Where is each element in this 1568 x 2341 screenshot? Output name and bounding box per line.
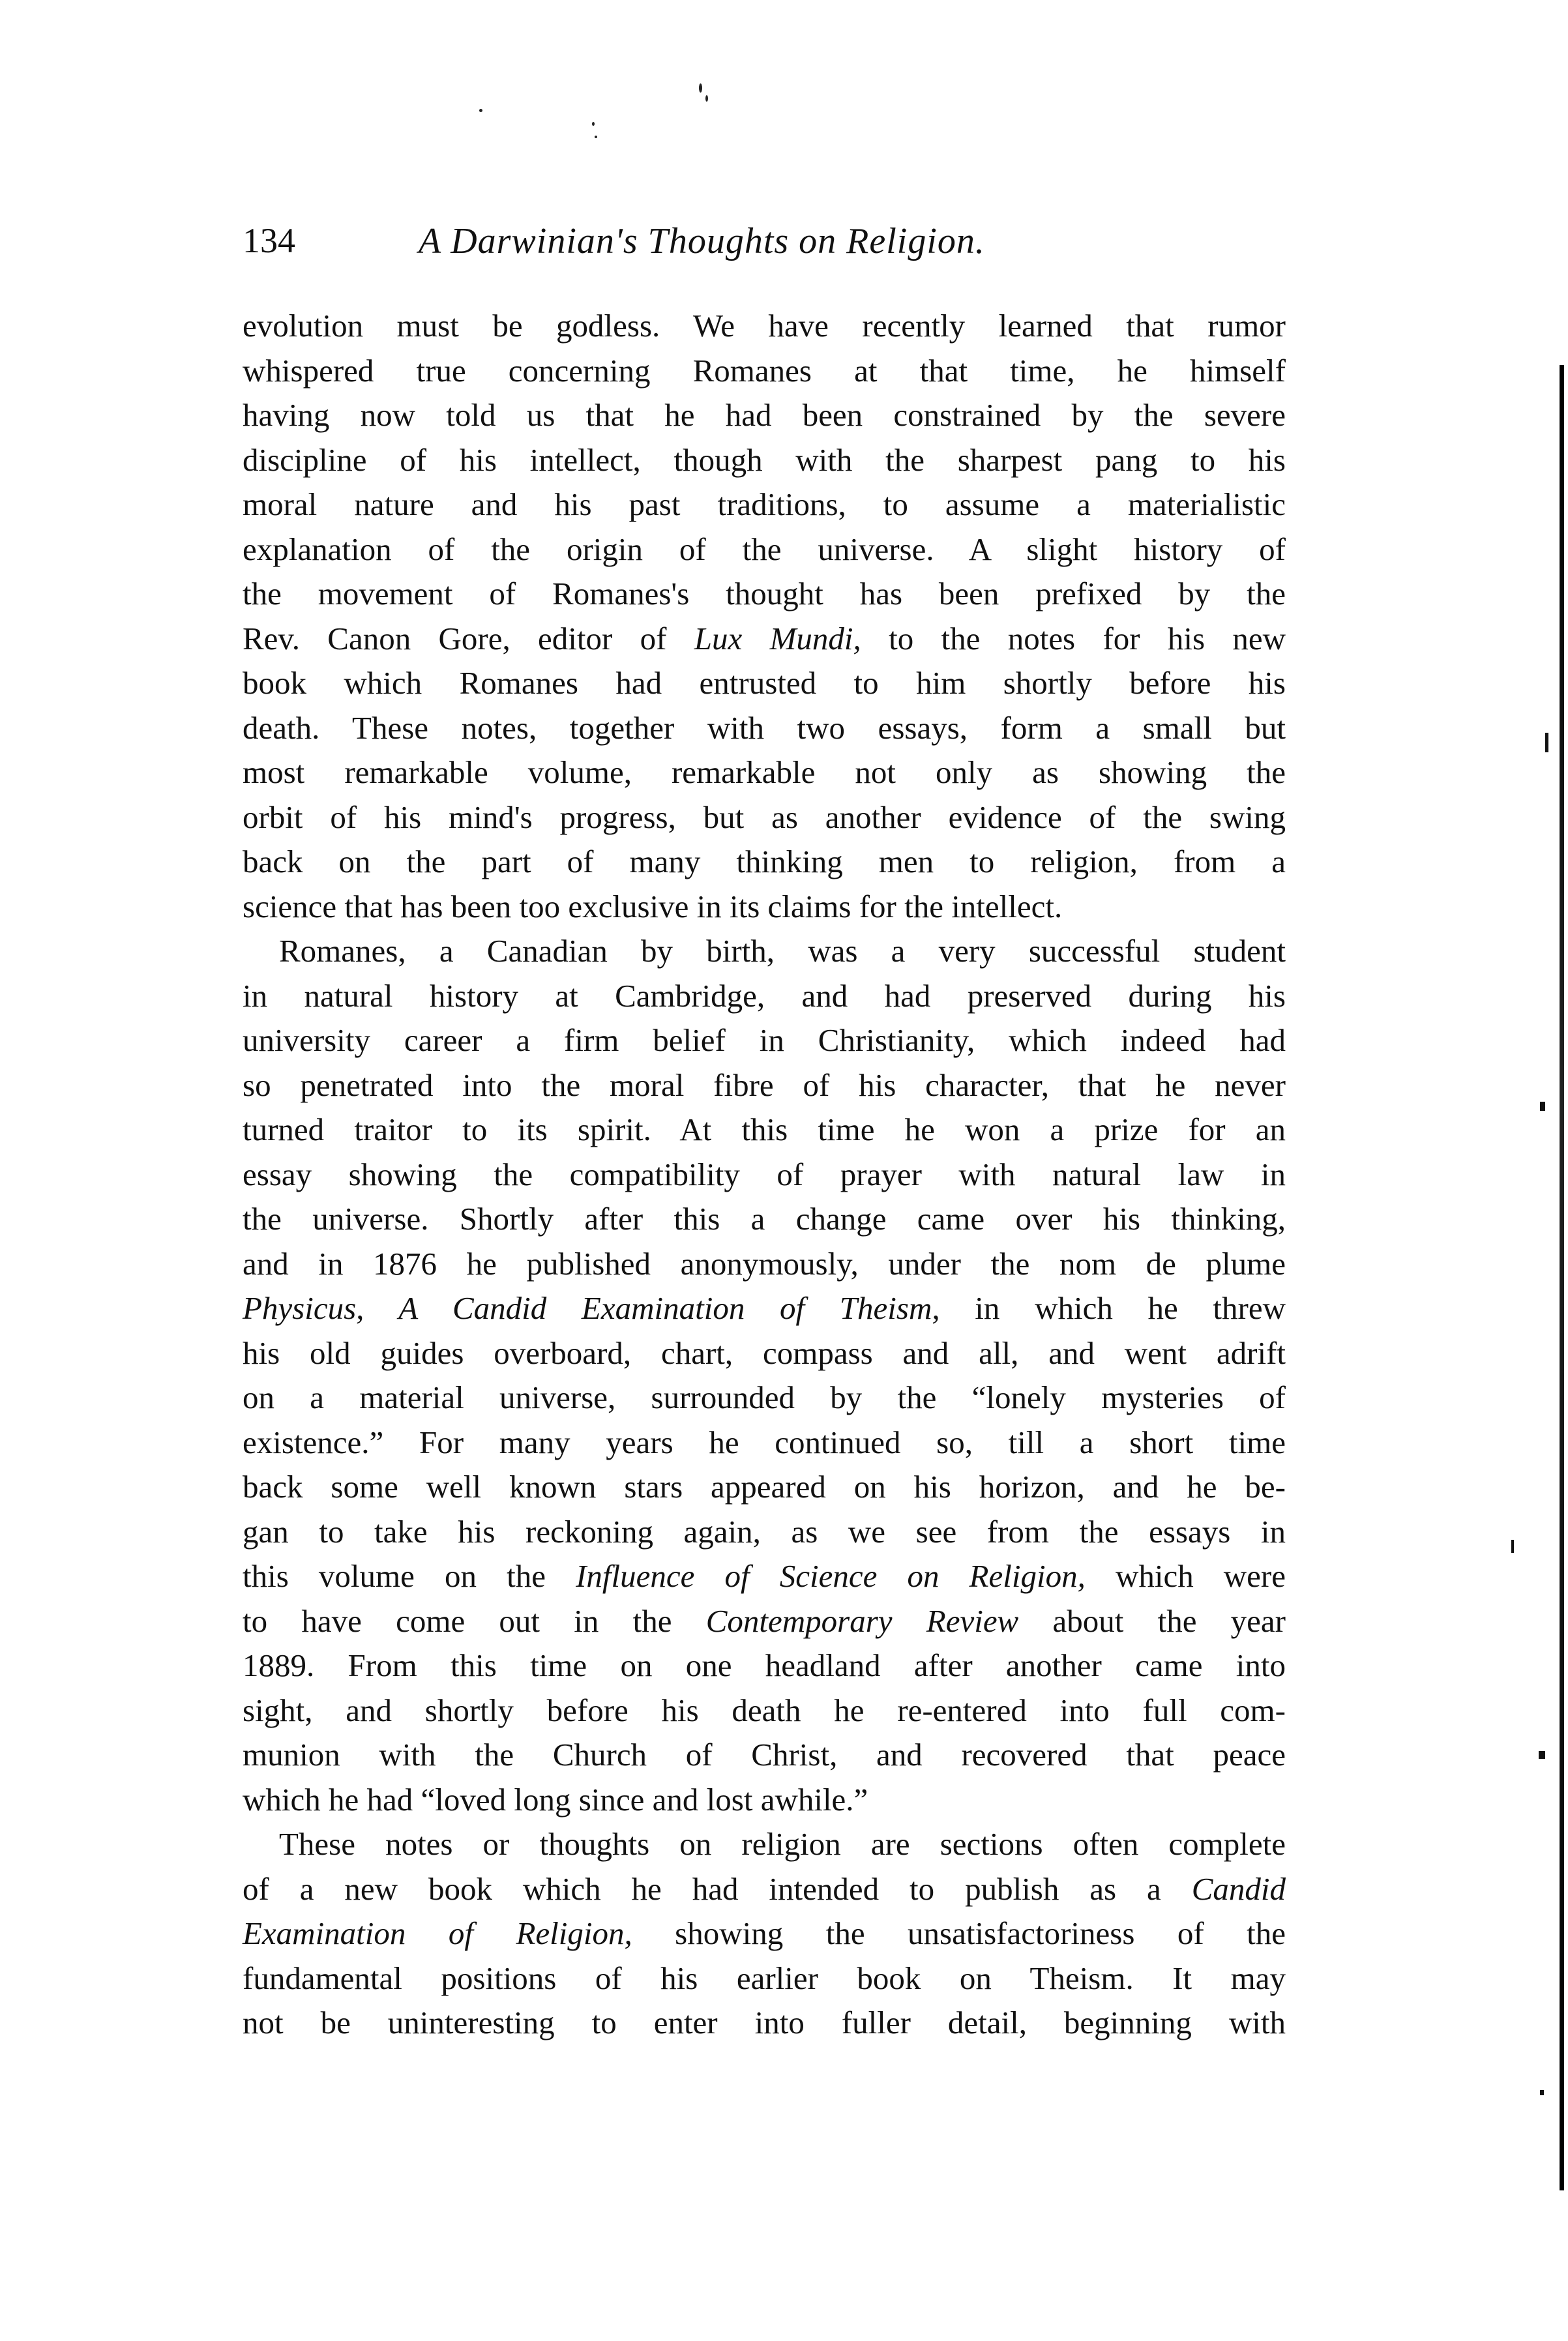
text-line — [243, 1599, 1286, 1644]
text-line — [243, 1778, 1286, 1823]
text-run: the movement of Romanes's thought has been prefixed by the — [243, 576, 1286, 611]
text-line — [243, 1108, 1286, 1153]
text-run: showing the unsatisfactoriness of the — [632, 1915, 1286, 1951]
italic-text-run: Contemporary Review — [705, 1602, 1019, 1639]
text-run: not be uninteresting to enter into fuller detail, beginning with — [243, 2005, 1286, 2040]
scan-speck — [592, 122, 595, 126]
text-line — [243, 1421, 1286, 1465]
text-run: back on the part of many thinking men to religion, from a — [243, 844, 1286, 879]
edge-mark — [1511, 1540, 1514, 1553]
text-run: book which Romanes had entrusted to him shortly before his — [243, 665, 1286, 701]
text-run: whispered true concerning Romanes at that time, he himself — [243, 352, 1286, 389]
text-run: in natural history at Cambridge, and had preserved during his — [243, 977, 1286, 1014]
scan-speck — [595, 136, 597, 138]
text-run: science that has been too exclusive in its claims for the intellect. — [243, 888, 1063, 924]
text-line — [243, 974, 1286, 1019]
text-run: to the notes for his new — [861, 620, 1286, 656]
text-line — [243, 1956, 1286, 2001]
text-line — [243, 349, 1286, 394]
text-run: which he had “loved long since and lost awhile.” — [243, 1781, 868, 1818]
text-line — [243, 1242, 1286, 1287]
text-run: university career a firm belief in Christianity, which indeed had — [243, 1022, 1286, 1058]
text-line — [243, 840, 1286, 885]
text-line — [243, 1643, 1286, 1688]
text-run: back some well known stars appeared on his horizon, and he be- — [243, 1469, 1286, 1505]
text-run: the universe. Shortly after this a change came over his thinking, — [243, 1201, 1286, 1237]
text-run: evolution must be godless. We have recently learned that rumor — [243, 308, 1286, 344]
text-run: about the year — [1018, 1602, 1286, 1639]
italic-text-run: Lux Mundi, — [694, 620, 861, 656]
scan-speck — [699, 83, 702, 93]
edge-mark — [1539, 1751, 1545, 1759]
text-run: his old guides overboard, chart, compass and all, and went adrift — [243, 1334, 1286, 1371]
text-line — [243, 750, 1286, 795]
text-line — [243, 304, 1286, 349]
edge-mark — [1540, 2090, 1544, 2095]
text-line — [243, 572, 1286, 617]
running-title: A Darwinian's Thoughts on Religion. — [419, 221, 985, 261]
text-run: essay showing the compatibility of prayer with natural law in — [243, 1156, 1286, 1192]
italic-text-run: Influence of Science on Religion, — [576, 1558, 1086, 1594]
text-run: death. These notes, together with two essays, form a small but — [243, 709, 1286, 746]
text-run: having now told us that he had been constrained by the severe — [243, 397, 1286, 433]
page-number: 134 — [243, 221, 295, 260]
text-line — [243, 1153, 1286, 1198]
text-line — [243, 1465, 1286, 1510]
text-run: Romanes, a Canadian by birth, was a very successful student — [279, 933, 1286, 969]
text-line — [243, 885, 1286, 930]
italic-text-run: Candid — [1191, 1870, 1286, 1907]
text-run: discipline of his intellect, though with the sharpest pang to his — [243, 441, 1286, 478]
text-run: of a new book which he had intended to publish as a — [243, 1870, 1192, 1907]
text-line — [243, 393, 1286, 438]
edge-mark — [1545, 733, 1548, 752]
text-run: fundamental positions of his earlier book on Theism. It may — [243, 1960, 1286, 1996]
text-line — [243, 617, 1286, 662]
page-header — [243, 220, 1299, 279]
text-run: this volume on the — [243, 1558, 576, 1594]
text-run: gan to take his reckoning again, as we see from the essays in — [243, 1513, 1286, 1550]
text-line — [243, 795, 1286, 840]
text-line — [243, 1867, 1286, 1912]
text-run: existence.” For many years he continued so, till a short time — [243, 1424, 1286, 1460]
italic-text-run: Physicus, A Candid Examination of Theism, — [243, 1290, 940, 1326]
text-line — [243, 1688, 1286, 1733]
text-run: These notes or thoughts on religion are sections often complete — [279, 1826, 1286, 1862]
text-run: turned traitor to its spirit. At this time he won a prize for an — [243, 1112, 1286, 1147]
text-line — [243, 1554, 1286, 1599]
text-line — [243, 1331, 1286, 1376]
edge-mark — [1540, 1102, 1545, 1111]
text-line — [243, 2001, 1286, 2046]
scan-speck — [479, 109, 482, 112]
text-run: so penetrated into the moral fibre of his character, that he never — [243, 1067, 1286, 1103]
text-run: Rev. Canon Gore, editor of — [243, 620, 694, 656]
text-run: to have come out in the — [243, 1602, 706, 1639]
text-run: most remarkable volume, remarkable not only as showing the — [243, 754, 1286, 790]
text-run: moral nature and his past traditions, to assume a materialistic — [243, 486, 1286, 522]
text-run: orbit of his mind's progress, but as another evidence of the swing — [243, 799, 1286, 835]
text-line — [243, 1197, 1286, 1242]
scan-speck — [705, 95, 708, 102]
text-line — [243, 438, 1286, 483]
italic-text-run: Examination of Religion, — [243, 1915, 632, 1951]
text-run: in which he threw — [939, 1290, 1286, 1326]
text-line — [243, 1063, 1286, 1108]
text-line — [243, 1286, 1286, 1331]
page-edge-shadow — [1560, 365, 1564, 2190]
body-text — [243, 304, 1286, 2046]
text-run: and in 1876 he published anonymously, under the nom de plume — [243, 1245, 1286, 1282]
text-line — [243, 1376, 1286, 1421]
text-run: which were — [1085, 1558, 1286, 1594]
text-line — [243, 661, 1286, 706]
text-run: munion with the Church of Christ, and recovered that peace — [243, 1737, 1286, 1773]
text-run: explanation of the origin of the universe. A slight history of — [243, 531, 1286, 567]
text-line — [243, 1018, 1286, 1063]
text-line — [243, 1510, 1286, 1555]
text-line — [243, 929, 1286, 974]
text-line — [243, 1822, 1286, 1867]
text-line — [243, 1733, 1286, 1778]
text-run: 1889. From this time on one headland after another came into — [243, 1647, 1286, 1683]
text-run: on a material universe, surrounded by the “lonely mysteries of — [243, 1379, 1286, 1415]
text-line — [243, 482, 1286, 527]
text-run: sight, and shortly before his death he re-entered into full com- — [243, 1692, 1286, 1728]
text-line — [243, 706, 1286, 751]
text-line — [243, 527, 1286, 572]
text-line — [243, 1911, 1286, 1956]
